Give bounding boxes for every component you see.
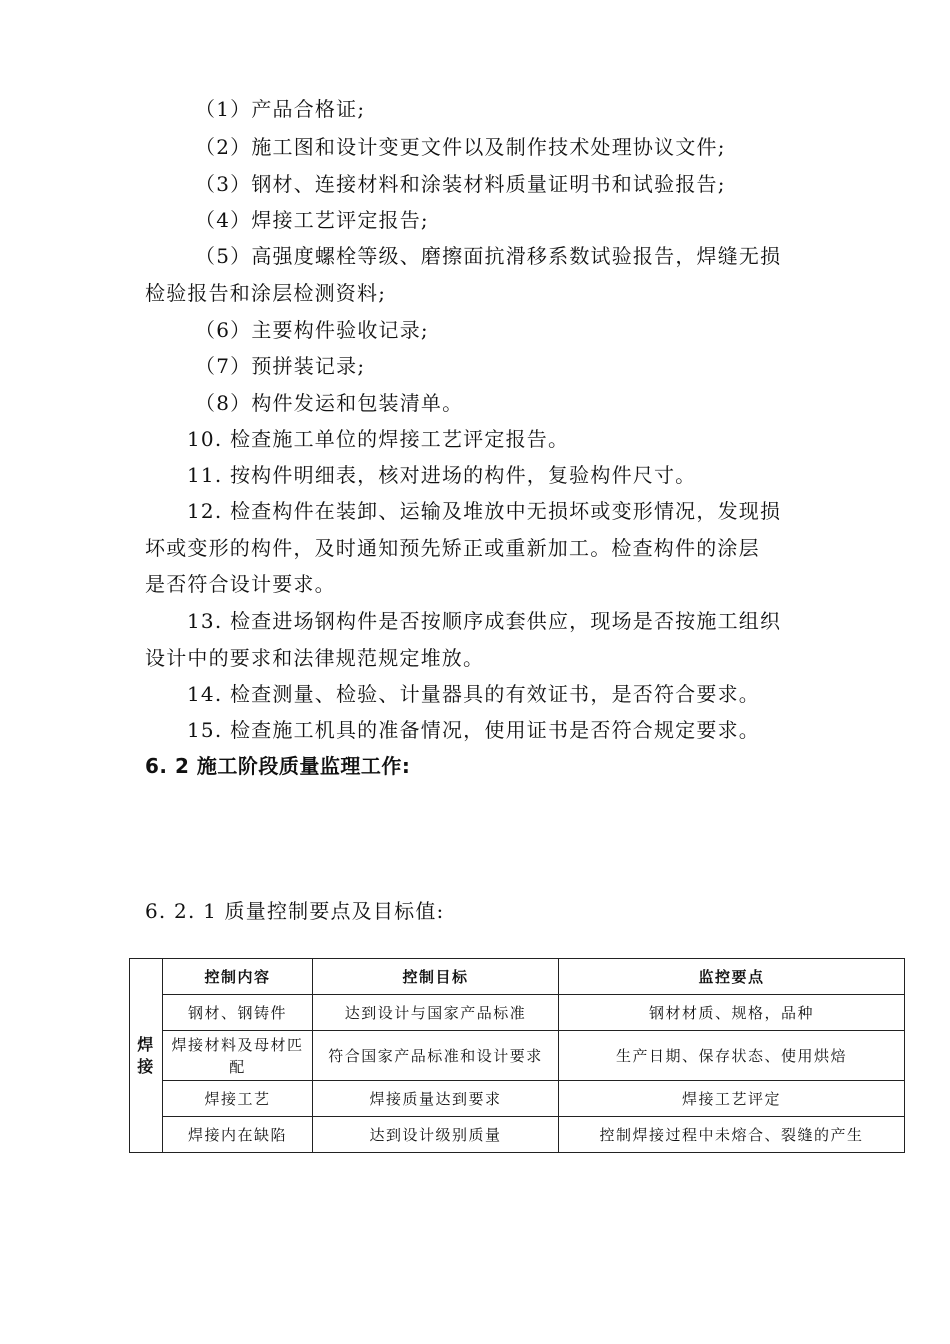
table-cell: 控制焊接过程中未熔合、裂缝的产生 <box>559 1117 905 1153</box>
table-cell: 达到设计与国家产品标准 <box>313 995 559 1031</box>
list-item-5: （5）高强度螺栓等级、磨擦面抗滑移系数试验报告，焊缝无损 <box>195 244 782 268</box>
list-item-6: （6）主要构件验收记录; <box>195 318 429 342</box>
paragraph-14: 14. 检查测量、检验、计量器具的有效证书，是否符合要求。 <box>187 682 760 706</box>
table-cell: 生产日期、保存状态、使用烘焙 <box>559 1031 905 1081</box>
table-row <box>130 1081 905 1117</box>
quality-control-table <box>129 958 905 1153</box>
table-row <box>130 1031 905 1081</box>
paragraph-13-cont: 设计中的要求和法律规范规定堆放。 <box>145 646 485 670</box>
table-row <box>130 995 905 1031</box>
list-item-3: （3）钢材、连接材料和涂装材料质量证明书和试验报告; <box>195 172 726 196</box>
list-item-7: （7）预拼装记录; <box>195 354 366 378</box>
table-cell: 焊接质量达到要求 <box>313 1081 559 1117</box>
list-item-5-cont: 检验报告和涂层检测资料; <box>145 281 387 305</box>
table-cell: 达到设计级别质量 <box>313 1117 559 1153</box>
paragraph-11: 11. 按构件明细表，核对进场的构件，复验构件尺寸。 <box>187 463 697 487</box>
table-header-row <box>130 959 905 995</box>
paragraph-13: 13. 检查进场钢构件是否按顺序成套供应，现场是否按施工组织 <box>187 609 782 633</box>
table-cell: 钢材、钢铸件 <box>163 995 313 1031</box>
table-cell: 焊接工艺 <box>163 1081 313 1117</box>
list-item-2: （2）施工图和设计变更文件以及制作技术处理协议文件; <box>195 135 726 159</box>
table-header-target: 控制目标 <box>313 959 559 995</box>
table-cell: 钢材材质、规格，品种 <box>559 995 905 1031</box>
list-item-8: （8）构件发运和包装清单。 <box>195 391 464 415</box>
table-header-key-points: 监控要点 <box>559 959 905 995</box>
paragraph-12-cont-2: 是否符合设计要求。 <box>145 572 336 596</box>
list-item-4: （4）焊接工艺评定报告; <box>195 208 429 232</box>
paragraph-10: 10. 检查施工单位的焊接工艺评定报告。 <box>187 427 570 451</box>
paragraph-12: 12. 检查构件在装卸、运输及堆放中无损坏或变形情况，发现损 <box>187 499 782 523</box>
table-group-cell <box>130 959 163 1153</box>
section-heading: 6. 2 施工阶段质量监理工作: <box>145 754 411 778</box>
table-header-content: 控制内容 <box>163 959 313 995</box>
paragraph-12-cont-1: 坏或变形的构件，及时通知预先矫正或重新加工。检查构件的涂层 <box>145 536 760 560</box>
table-row <box>130 1117 905 1153</box>
paragraph-15: 15. 检查施工机具的准备情况，使用证书是否符合规定要求。 <box>187 718 760 742</box>
table-group-label: 焊接 <box>137 1034 155 1076</box>
subsection-heading: 6. 2. 1 质量控制要点及目标值: <box>145 899 445 923</box>
list-item-1: （1）产品合格证; <box>195 97 366 121</box>
table-cell: 焊接工艺评定 <box>559 1081 905 1117</box>
table-cell: 符合国家产品标准和设计要求 <box>313 1031 559 1081</box>
table-cell: 焊接材料及母材匹配 <box>163 1031 313 1081</box>
table-cell: 焊接内在缺陷 <box>163 1117 313 1153</box>
